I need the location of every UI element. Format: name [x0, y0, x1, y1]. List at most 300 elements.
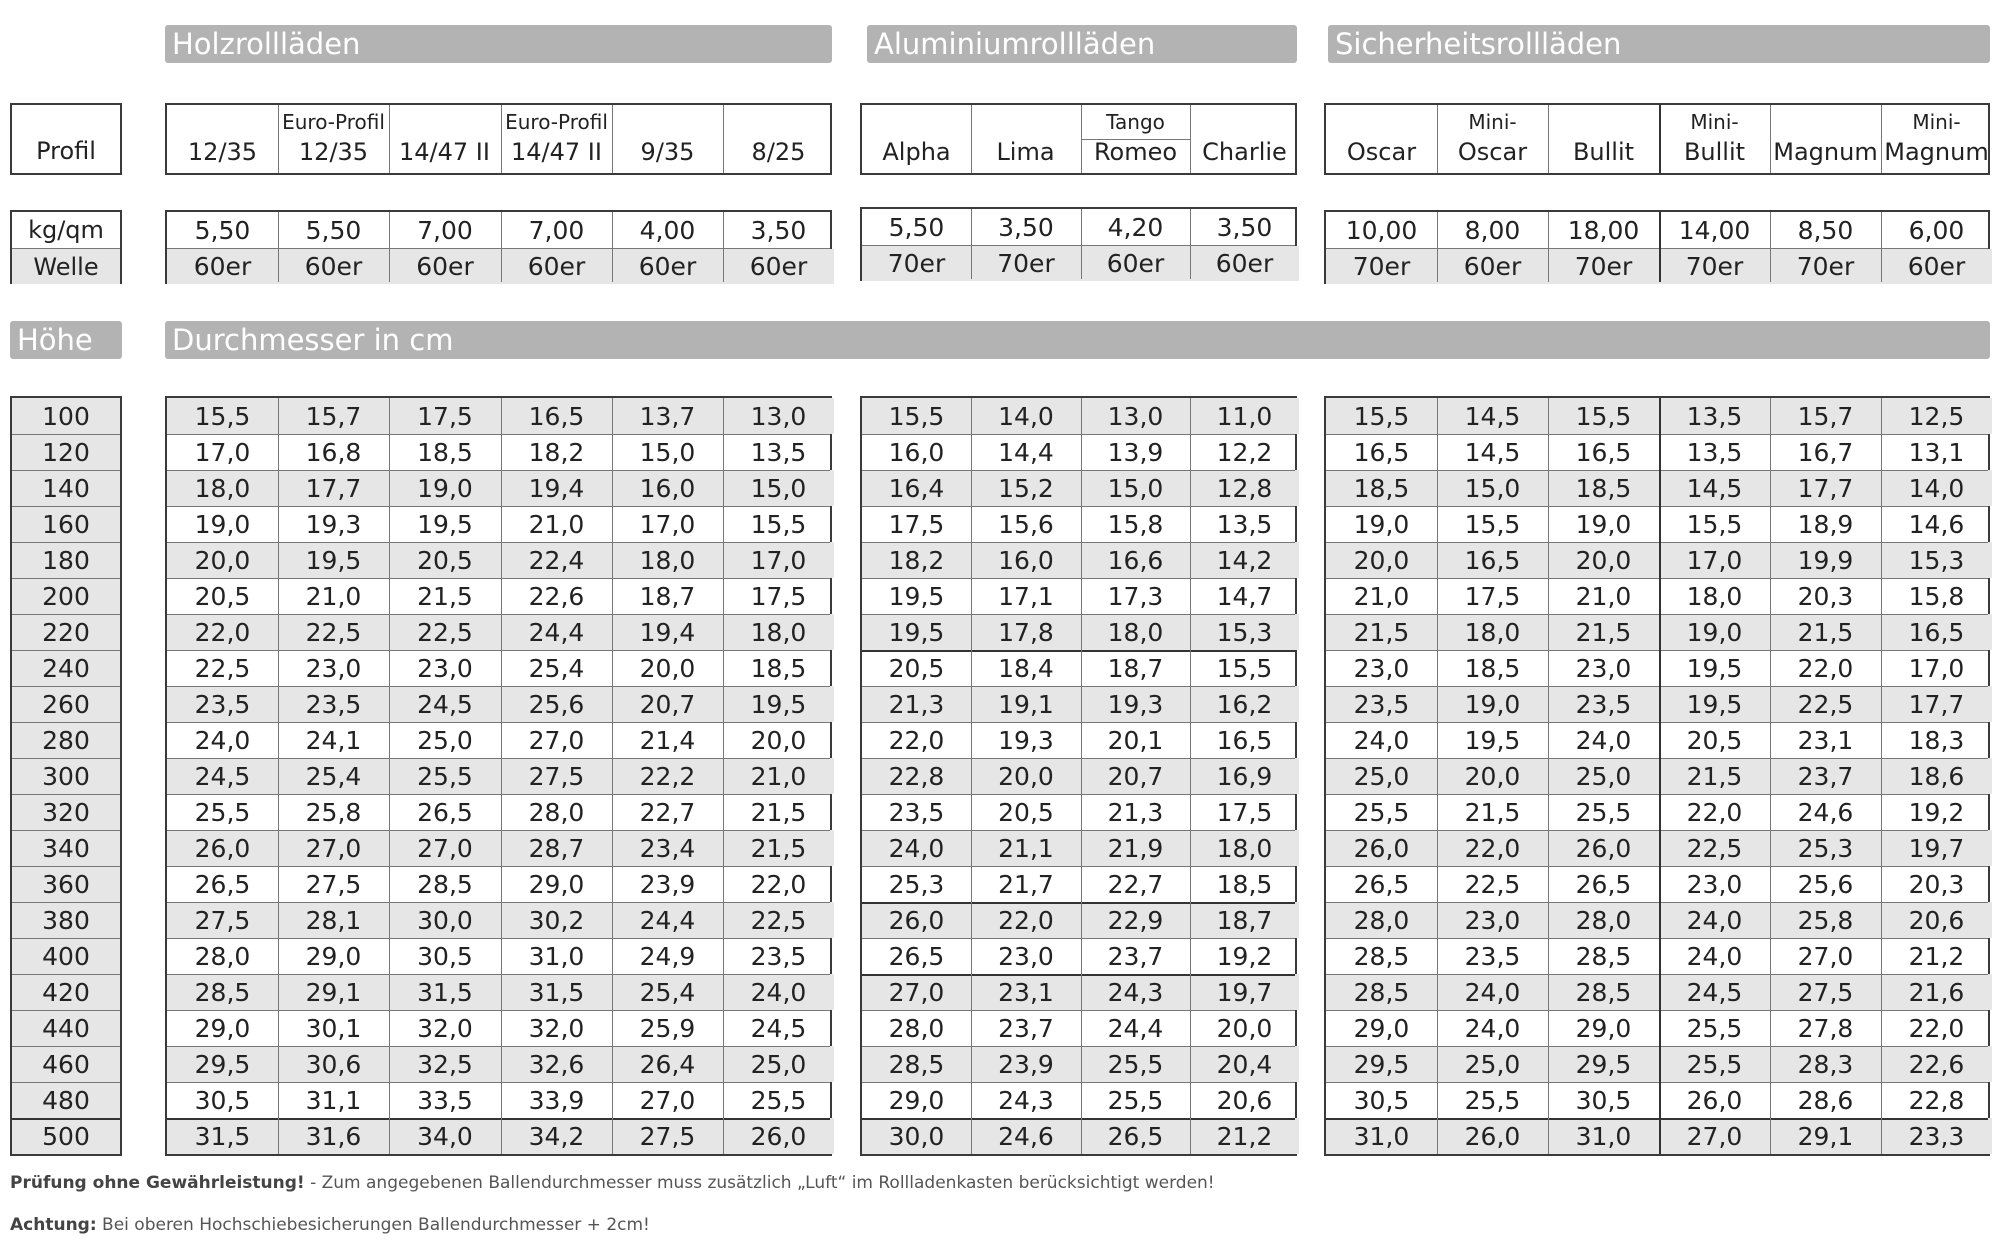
diameter-cell: 22,6 — [1881, 1046, 1992, 1082]
diameter-cell: 19,5 — [1659, 686, 1770, 722]
profile-name: 8/25 — [751, 138, 806, 166]
diameter-cell: 20,3 — [1908, 869, 1965, 899]
kgqm-value: 5,50 — [305, 215, 362, 245]
diameter-cell: 25,3 — [1770, 830, 1881, 866]
row-divider — [167, 614, 830, 615]
col-divider — [723, 398, 724, 1154]
diameter-cell: 18,5 — [417, 437, 473, 467]
kgqm-value: 3,50 — [998, 212, 1054, 242]
row-divider — [862, 902, 1295, 904]
diameter-cell: 17,0 — [723, 542, 834, 578]
diameter-cell: 15,7 — [278, 398, 389, 434]
diameter-cell: 25,0 — [1326, 758, 1437, 794]
diameter-cell: 13,7 — [612, 398, 723, 434]
row-divider — [1326, 542, 1988, 543]
diameter-cell: 21,2 — [1908, 941, 1965, 971]
diameter-cell: 24,1 — [305, 725, 362, 755]
height-value: 420 — [12, 974, 120, 1010]
diameter-cell: 21,0 — [305, 581, 362, 611]
footnote-attention-text: Bei oberen Hochschiebesicherungen Ballendurchmesser + 2cm! — [96, 1215, 650, 1235]
profile-name: 14/47 II — [511, 138, 602, 166]
diameter-cell: 22,8 — [1908, 1085, 1965, 1115]
diameter-cell: 13,5 — [1216, 509, 1273, 539]
row-divider — [862, 866, 1295, 867]
diameter-cell: 28,7 — [501, 830, 612, 866]
diameter-cell: 15,5 — [1686, 509, 1743, 539]
diameter-cell: 19,5 — [1464, 725, 1521, 755]
diameter-cell: 20,6 — [1881, 902, 1992, 938]
height-value: 460 — [12, 1046, 120, 1082]
section-banner-holz: Holzrollläden — [165, 25, 832, 63]
diameter-cell: 13,5 — [1686, 437, 1743, 467]
diameter-cell: 27,5 — [305, 869, 362, 899]
col-divider — [1081, 209, 1082, 279]
profil-label: Profil — [36, 137, 96, 165]
weight-shaft-box-sicher — [1324, 210, 1990, 284]
profile-name: 14/47 II — [399, 138, 490, 166]
row-divider — [1326, 758, 1988, 759]
diameter-cell: 23,0 — [1575, 653, 1632, 683]
row-divider — [12, 614, 120, 615]
diameter-cell: 14,0 — [971, 398, 1081, 434]
diameter-cell: 19,5 — [888, 581, 945, 611]
diameter-cell: 27,5 — [501, 758, 612, 794]
diameter-cell: 25,6 — [1797, 869, 1854, 899]
diameter-cell: 15,2 — [971, 470, 1081, 506]
height-value: 180 — [12, 542, 120, 578]
row-divider — [167, 1082, 830, 1083]
diameter-cell: 28,0 — [1548, 902, 1659, 938]
height-value: 400 — [12, 938, 120, 974]
diameter-cell: 21,5 — [723, 830, 834, 866]
diameter-cell: 19,4 — [501, 470, 612, 506]
welle-value: 60er — [1190, 246, 1299, 281]
diameter-cell: 27,5 — [612, 1118, 723, 1154]
profile-name: 9/35 — [640, 138, 695, 166]
diameter-cell: 19,0 — [1575, 509, 1632, 539]
diameter-cell: 28,0 — [1326, 902, 1437, 938]
diameter-cell: 18,0 — [1686, 581, 1743, 611]
row-divider — [167, 434, 830, 435]
diameter-cell: 23,4 — [612, 830, 723, 866]
diameter-cell: 25,5 — [194, 797, 251, 827]
welle-value: 60er — [1081, 246, 1190, 281]
col-divider — [971, 209, 972, 279]
row-divider — [12, 758, 120, 759]
diameter-cell: 23,0 — [1437, 902, 1548, 938]
row-divider — [167, 758, 830, 759]
diameter-cell: 15,6 — [998, 509, 1054, 539]
diameter-cell: 22,5 — [389, 614, 501, 650]
diameter-cell: 31,5 — [389, 974, 501, 1010]
row-divider — [12, 866, 120, 867]
diameter-cell: 22,7 — [639, 797, 696, 827]
diameter-cell: 16,7 — [1797, 437, 1854, 467]
diameter-cell: 34,0 — [389, 1118, 501, 1154]
diameter-cell: 23,1 — [1797, 725, 1854, 755]
diameter-cell: 22,0 — [750, 869, 807, 899]
diameter-cell: 25,5 — [389, 758, 501, 794]
diameter-cell: 25,9 — [639, 1013, 696, 1043]
diameter-cell: 24,3 — [1081, 974, 1190, 1010]
diameter-cell: 26,0 — [862, 902, 971, 938]
diameter-cell: 20,5 — [389, 542, 501, 578]
diameter-cell: 26,5 — [194, 869, 251, 899]
diameter-cell: 27,5 — [1770, 974, 1881, 1010]
kg-welle-label-box — [10, 210, 122, 284]
row-divider — [862, 758, 1295, 759]
diameter-cell: 17,7 — [278, 470, 389, 506]
diameter-cell: 18,0 — [1190, 830, 1299, 866]
kgqm-label: kg/qm — [28, 216, 104, 244]
kgqm-value: 7,00 — [417, 215, 473, 245]
row-divider — [862, 614, 1295, 615]
diameter-table-sicher — [1324, 396, 1990, 1156]
diameter-cell: 16,4 — [862, 470, 971, 506]
diameter-cell: 20,0 — [750, 725, 807, 755]
diameter-cell: 18,5 — [1464, 653, 1521, 683]
col-divider — [1437, 398, 1438, 1154]
diameter-cell: 21,5 — [1659, 758, 1770, 794]
diameter-cell: 28,5 — [1326, 974, 1437, 1010]
diameter-cell: 22,0 — [971, 902, 1081, 938]
row-divider — [1326, 902, 1988, 903]
height-value: 220 — [12, 614, 120, 650]
diameter-cell: 26,0 — [1686, 1085, 1743, 1115]
diameter-cell: 24,0 — [723, 974, 834, 1010]
diameter-cell: 15,5 — [862, 398, 971, 434]
diameter-cell: 21,5 — [1770, 614, 1881, 650]
row-divider — [12, 1082, 120, 1083]
diameter-cell: 25,8 — [1770, 902, 1881, 938]
diameter-cell: 15,5 — [167, 398, 278, 434]
profile-name: Alpha — [882, 138, 951, 166]
row-divider — [167, 902, 830, 903]
row-divider — [167, 1046, 830, 1047]
diameter-cell: 25,5 — [1107, 1085, 1164, 1115]
diameter-cell: 26,0 — [1326, 830, 1437, 866]
diameter-cell: 16,5 — [1353, 437, 1410, 467]
diameter-cell: 19,7 — [1881, 830, 1992, 866]
diameter-cell: 13,0 — [1081, 398, 1190, 434]
diameter-cell: 15,7 — [1770, 398, 1881, 434]
welle-value: 60er — [501, 249, 612, 284]
footnote-warranty-bold: Prüfung ohne Gewährleistung! — [10, 1173, 305, 1193]
height-value: 320 — [12, 794, 120, 830]
diameter-cell: 21,9 — [1081, 830, 1190, 866]
diameter-cell: 20,4 — [1190, 1046, 1299, 1082]
col-divider — [1190, 209, 1191, 279]
diameter-cell: 17,3 — [1107, 581, 1164, 611]
diameter-cell: 16,6 — [1081, 542, 1190, 578]
profil-label-box — [10, 103, 122, 175]
diameter-cell: 15,0 — [639, 437, 696, 467]
diameter-cell: 17,0 — [194, 437, 251, 467]
col-divider — [1881, 212, 1882, 282]
welle-value: 60er — [167, 249, 278, 284]
diameter-cell: 27,8 — [1797, 1013, 1854, 1043]
diameter-cell: 18,0 — [612, 542, 723, 578]
diameter-cell: 12,2 — [1216, 437, 1273, 467]
diameter-cell: 25,6 — [501, 686, 612, 722]
profile-top-label: Tango — [1106, 110, 1165, 134]
diameter-cell: 19,0 — [1437, 686, 1548, 722]
welle-value: 70er — [971, 246, 1081, 281]
profile-name: Bullit — [1683, 138, 1746, 166]
diameter-cell: 16,8 — [305, 437, 362, 467]
diameter-cell: 34,2 — [501, 1118, 612, 1154]
diameter-cell: 25,5 — [1659, 1046, 1770, 1082]
diameter-cell: 24,0 — [862, 830, 971, 866]
weight-shaft-box-holz — [165, 210, 832, 284]
diameter-cell: 31,1 — [305, 1085, 362, 1115]
row-divider — [862, 542, 1295, 543]
profile-name: Lima — [996, 138, 1055, 166]
diameter-cell: 18,2 — [862, 542, 971, 578]
diameter-cell: 24,0 — [1659, 902, 1770, 938]
kgqm-value: 6,00 — [1908, 215, 1965, 245]
diameter-cell: 18,5 — [1216, 869, 1273, 899]
diameter-cell: 18,0 — [1437, 614, 1548, 650]
footnote-attention — [10, 1215, 650, 1235]
diameter-cell: 23,9 — [971, 1046, 1081, 1082]
row-divider — [12, 794, 120, 795]
diameter-cell: 18,7 — [1107, 653, 1164, 683]
col-divider — [1081, 398, 1082, 1154]
row-divider — [167, 650, 830, 651]
diameter-cell: 22,5 — [194, 653, 251, 683]
diameter-cell: 22,2 — [612, 758, 723, 794]
diameter-cell: 25,0 — [417, 725, 473, 755]
section-banner-alu: Aluminiumrollläden — [867, 25, 1297, 63]
row-divider — [1326, 1046, 1988, 1047]
diameter-cell: 28,3 — [1770, 1046, 1881, 1082]
diameter-cell: 23,5 — [888, 797, 945, 827]
diameter-cell: 26,5 — [1081, 1118, 1190, 1154]
diameter-cell: 25,0 — [1437, 1046, 1548, 1082]
height-value: 200 — [12, 578, 120, 614]
profile-header-sicher — [1324, 103, 1990, 175]
row-divider — [167, 470, 830, 471]
row-divider — [1326, 722, 1988, 723]
col-divider — [1770, 398, 1771, 1154]
diameter-cell: 29,0 — [1353, 1013, 1410, 1043]
diameter-cell: 20,1 — [1107, 725, 1164, 755]
diameter-cell: 14,4 — [998, 437, 1054, 467]
col-divider — [389, 212, 390, 282]
row-divider — [12, 542, 120, 543]
diameter-cell: 22,0 — [1908, 1013, 1965, 1043]
col-divider — [1548, 212, 1549, 282]
diameter-cell: 15,8 — [1107, 509, 1164, 539]
row-divider — [167, 830, 830, 831]
diameter-cell: 22,5 — [1770, 686, 1881, 722]
diameter-cell: 17,0 — [639, 509, 696, 539]
welle-value: 70er — [1326, 249, 1437, 284]
footnote-attention-bold: Achtung: — [10, 1215, 97, 1235]
diameter-cell: 30,5 — [1575, 1085, 1632, 1115]
row-divider — [12, 902, 120, 903]
diameter-cell: 29,0 — [194, 1013, 251, 1043]
diameter-cell: 16,0 — [971, 542, 1081, 578]
diameter-cell: 19,9 — [1770, 542, 1881, 578]
welle-value: 70er — [1659, 249, 1770, 284]
diameter-cell: 25,5 — [1464, 1085, 1521, 1115]
profile-name: Romeo — [1093, 138, 1178, 166]
diameter-cell: 19,0 — [194, 509, 251, 539]
row-divider — [862, 938, 1295, 939]
row-divider — [167, 542, 830, 543]
col-divider — [1881, 398, 1882, 1154]
diameter-cell: 22,0 — [1686, 797, 1743, 827]
diameter-cell: 33,5 — [417, 1085, 473, 1115]
height-value: 100 — [12, 398, 120, 434]
footnote-warranty — [10, 1173, 1215, 1193]
diameter-cell: 29,5 — [1548, 1046, 1659, 1082]
diameter-cell: 18,3 — [1908, 725, 1965, 755]
diameter-cell: 16,5 — [1881, 614, 1992, 650]
col-divider — [501, 398, 502, 1154]
diameter-cell: 19,3 — [998, 725, 1054, 755]
diameter-cell: 12,8 — [1190, 470, 1299, 506]
row-divider — [167, 686, 830, 687]
row-divider — [1326, 830, 1988, 831]
diameter-cell: 22,0 — [1797, 653, 1854, 683]
diameter-cell: 27,0 — [639, 1085, 696, 1115]
diameter-cell: 30,1 — [305, 1013, 362, 1043]
diameter-cell: 16,5 — [1437, 542, 1548, 578]
diameter-cell: 26,0 — [723, 1118, 834, 1154]
profile-top-label: Mini- — [1468, 110, 1517, 134]
kgqm-value: 14,00 — [1678, 215, 1751, 245]
kgqm-value: 4,20 — [1107, 212, 1164, 242]
diameter-cell: 20,0 — [1326, 542, 1437, 578]
kgqm-value: 18,00 — [1567, 215, 1640, 245]
diameter-cell: 22,0 — [888, 725, 945, 755]
row-divider — [1326, 578, 1988, 579]
diameter-cell: 23,5 — [1326, 686, 1437, 722]
col-divider — [612, 212, 613, 282]
diameter-cell: 25,5 — [1081, 1046, 1190, 1082]
diameter-cell: 22,8 — [862, 758, 971, 794]
diameter-cell: 24,9 — [639, 941, 696, 971]
diameter-cell: 20,6 — [1216, 1085, 1273, 1115]
diameter-cell: 26,4 — [612, 1046, 723, 1082]
kgqm-value: 5,50 — [888, 212, 945, 242]
diameter-cell: 28,5 — [1353, 941, 1410, 971]
diameter-cell: 16,5 — [1216, 725, 1273, 755]
diameter-cell: 23,5 — [167, 686, 278, 722]
row-divider — [167, 1118, 830, 1120]
diameter-cell: 20,5 — [998, 797, 1054, 827]
diameter-cell: 17,0 — [1908, 653, 1965, 683]
diameter-cell: 31,0 — [1548, 1118, 1659, 1154]
diameter-cell: 28,0 — [888, 1013, 945, 1043]
row-divider — [12, 974, 120, 975]
diameter-cell: 14,2 — [1190, 542, 1299, 578]
row-divider — [862, 1118, 1295, 1120]
diameter-cell: 14,6 — [1908, 509, 1965, 539]
kgqm-value: 3,50 — [750, 215, 807, 245]
diameter-cell: 27,5 — [167, 902, 278, 938]
profile-name: Oscar — [1457, 138, 1528, 166]
row-divider — [12, 1010, 120, 1011]
height-value: 360 — [12, 866, 120, 902]
diameter-cell: 28,5 — [167, 974, 278, 1010]
diameter-cell: 16,5 — [501, 398, 612, 434]
diameter-cell: 16,0 — [612, 470, 723, 506]
profile-top-label: Mini- — [1912, 110, 1961, 134]
diameter-cell: 25,4 — [278, 758, 389, 794]
diameter-cell: 19,7 — [1190, 974, 1299, 1010]
profile-name: 12/35 — [298, 138, 369, 166]
diameter-cell: 21,0 — [528, 509, 585, 539]
diameter-cell: 15,5 — [1464, 509, 1521, 539]
row-divider — [1326, 434, 1988, 435]
section-banner-sicher: Sicherheitsrollläden — [1328, 25, 1990, 63]
diameter-cell: 26,0 — [167, 830, 278, 866]
diameter-cell: 24,0 — [194, 725, 251, 755]
diameter-cell: 22,5 — [278, 614, 389, 650]
diameter-cell: 28,5 — [1575, 941, 1632, 971]
height-value: 240 — [12, 650, 120, 686]
diameter-cell: 20,5 — [1686, 725, 1743, 755]
diameter-cell: 21,2 — [1190, 1118, 1299, 1154]
row-divider — [12, 434, 120, 435]
row-divider — [1326, 938, 1988, 939]
profile-name: Magnum — [1773, 138, 1878, 166]
profile-top-label: Euro-Profil — [282, 110, 385, 134]
diameter-cell: 32,0 — [417, 1013, 473, 1043]
diameter-cell: 19,4 — [612, 614, 723, 650]
diameter-cell: 30,2 — [501, 902, 612, 938]
row-divider — [862, 650, 1295, 652]
row-divider — [862, 578, 1295, 579]
profile-name: 12/35 — [187, 138, 258, 166]
height-value: 500 — [12, 1118, 120, 1154]
diameter-table-holz — [165, 396, 832, 1156]
row-divider — [12, 686, 120, 687]
diameter-cell: 21,5 — [750, 797, 807, 827]
col-divider — [1437, 212, 1438, 282]
diameter-cell: 17,5 — [1464, 581, 1521, 611]
diameter-cell: 24,0 — [1464, 1013, 1521, 1043]
diameter-cell: 18,0 — [167, 470, 278, 506]
diameter-cell: 32,6 — [501, 1046, 612, 1082]
diameter-cell: 17,8 — [971, 614, 1081, 650]
welle-value: 60er — [1437, 249, 1548, 284]
diameter-cell: 23,7 — [1107, 941, 1164, 971]
diameter-cell: 17,7 — [1881, 686, 1992, 722]
diameter-cell: 18,4 — [998, 653, 1054, 683]
diameter-cell: 19,1 — [971, 686, 1081, 722]
diameter-cell: 23,7 — [1770, 758, 1881, 794]
profile-header-alu — [860, 103, 1297, 175]
diameter-cell: 27,0 — [1659, 1118, 1770, 1154]
diameter-cell: 21,3 — [862, 686, 971, 722]
diameter-cell: 28,6 — [1797, 1085, 1854, 1115]
profile-name: Bullit — [1572, 138, 1635, 166]
diameter-cell: 23,1 — [971, 974, 1081, 1010]
kgqm-value: 3,50 — [1216, 212, 1273, 242]
diameter-cell: 22,5 — [1659, 830, 1770, 866]
height-value: 480 — [12, 1082, 120, 1118]
diameter-cell: 32,5 — [389, 1046, 501, 1082]
diameter-cell: 25,0 — [1548, 758, 1659, 794]
height-value: 440 — [12, 1010, 120, 1046]
weight-shaft-box-alu — [860, 207, 1297, 281]
diameter-cell: 23,9 — [639, 869, 696, 899]
